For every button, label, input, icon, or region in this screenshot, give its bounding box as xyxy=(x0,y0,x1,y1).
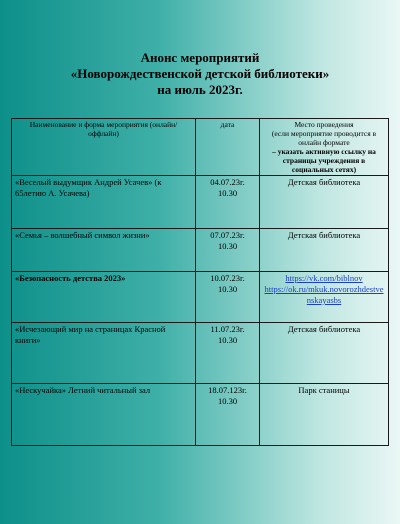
event-name: «Исчезающий мир на страницах Красной книги» xyxy=(12,323,196,384)
title-line-3: на июль 2023г. xyxy=(157,82,243,97)
event-date-day: 18.07.123г. xyxy=(208,385,247,395)
event-date xyxy=(196,323,260,384)
event-name: «Семья – волшебный символ жизни» xyxy=(12,229,196,272)
event-name: «Безопасность детства 2023» xyxy=(12,272,196,323)
event-place: Детская библиотека xyxy=(260,229,389,272)
events-table xyxy=(11,118,389,446)
event-date xyxy=(196,176,260,229)
event-date-time: 10.30 xyxy=(217,396,238,406)
event-date-time: 10.30 xyxy=(217,284,238,294)
event-date-time: 10.30 xyxy=(217,241,238,251)
header-date: дата xyxy=(196,119,260,176)
table-row xyxy=(12,272,389,323)
header-place-line2: (если мероприятие проводится в онлайн формате xyxy=(271,129,377,147)
header-place-line1: Место проведения xyxy=(294,120,354,129)
ok-link[interactable]: https://ok.ru/mkuk.novorozhdestvenskayasbs xyxy=(264,284,384,305)
event-place: Детская библиотека xyxy=(260,176,389,229)
event-date xyxy=(196,272,260,323)
header-place xyxy=(260,119,389,176)
event-place: Детская библиотека xyxy=(260,323,389,384)
event-place: Парк станицы xyxy=(260,384,389,446)
event-name: «Нескучайка» Летний читальный зал xyxy=(12,384,196,446)
document-title xyxy=(40,50,360,98)
table-row xyxy=(12,384,389,446)
event-date-day: 07.07.23г. xyxy=(210,230,245,240)
event-date-day: 04.07.23г. xyxy=(210,177,245,187)
table-row xyxy=(12,323,389,384)
vk-link[interactable]: https://vk.com/biblnov xyxy=(285,273,363,283)
event-name: «Веселый выдумщик Андрей Усачев» (к 65летию А. Усачева) xyxy=(12,176,196,229)
event-date-day: 10.07.23г. xyxy=(210,273,245,283)
title-line-2: «Новорождественской детской библиотеки» xyxy=(70,66,330,81)
event-place-links xyxy=(260,272,389,323)
table-row xyxy=(12,176,389,229)
table-header-row xyxy=(12,119,389,176)
table-row xyxy=(12,229,389,272)
header-place-line3: – указать активную ссылку на страницы учреждения в социальных сетях) xyxy=(272,147,376,174)
event-date-day: 11.07.23г. xyxy=(210,324,245,334)
header-name: Наименование и форма мероприятия (онлайн/оффлайн) xyxy=(12,119,196,176)
event-date xyxy=(196,229,260,272)
title-line-1: Анонс мероприятий xyxy=(140,50,260,65)
event-date xyxy=(196,384,260,446)
event-date-time: 10.30 xyxy=(217,335,238,345)
event-date-time: 10.30 xyxy=(217,188,238,198)
